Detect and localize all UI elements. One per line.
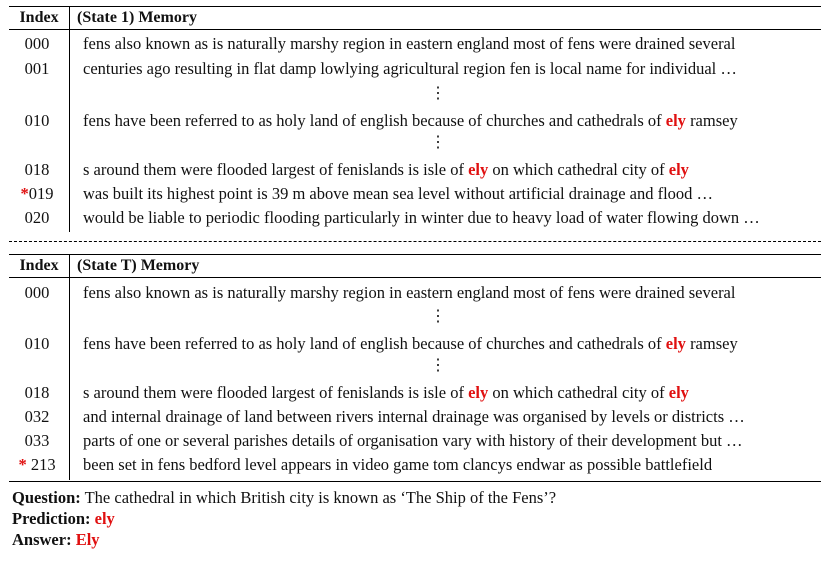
text-segment: centuries ago resulting in flat damp lowlying agricultural region fen is local name for individual … [83,59,737,78]
row-index-number: 213 [30,455,56,474]
table-row [0,333,830,355]
text-segment: on which cathedral city of [488,383,669,402]
question-text: The cathedral in which British city is known as ‘The Ship of the Fens’? [80,488,557,507]
row-memory-text [83,454,712,476]
row-index [12,430,62,452]
table-row [0,33,830,55]
answer-label: Answer: [12,530,72,549]
text-segment: parts of one or several parishes details of organisation vary with history of their development but … [83,431,743,450]
table-row [0,207,830,229]
row-index-number: 000 [24,34,50,53]
highlighted-keyword: ely [665,111,686,130]
state-separator [9,241,821,242]
row-index-number: 018 [24,383,50,402]
table-row [0,430,830,452]
row-memory-text [83,58,737,80]
table1-header-rule [9,29,821,30]
text-segment: on which cathedral city of [488,160,669,179]
row-index-number: 000 [24,283,50,302]
row-index-number: 020 [24,208,50,227]
text-segment: fens also known as is naturally marshy region in eastern england most of fens were drained several [83,283,736,302]
question-line [12,488,556,508]
text-segment: fens also known as is naturally marshy region in eastern england most of fens were drained several [83,34,736,53]
row-memory-text [83,382,689,404]
row-memory-text [83,110,738,132]
table2-header-rule [9,277,821,278]
table-row [0,58,830,80]
row-index [12,333,62,355]
row-index-number: 018 [24,160,50,179]
text-segment: s around them were flooded largest of fenislands is isle of [83,383,469,402]
row-memory-text [83,183,713,205]
row-memory-text [83,333,738,355]
table1-memory-header: (State 1) Memory [77,9,197,26]
row-index [12,33,62,55]
highlighted-keyword: ely [665,334,686,353]
row-index-number: 001 [24,59,50,78]
row-index-number: 032 [24,407,50,426]
row-memory-text [83,406,745,428]
text-segment: would be liable to periodic flooding particularly in winter due to heavy load of water flowing down … [83,208,760,227]
prediction-label: Prediction: [12,509,91,528]
table-row [0,454,830,476]
relevance-marker: * [18,455,31,474]
row-index-number: 019 [28,184,54,203]
text-segment: ramsey [685,111,738,130]
row-index [12,207,62,229]
text-segment: ramsey [685,334,738,353]
table2-memory-header: (State T) Memory [77,257,200,274]
row-index-number: 010 [24,111,50,130]
table2-index-header: Index [19,257,59,274]
row-memory-text [83,207,760,229]
highlighted-keyword: ely [468,160,489,179]
table-row [0,159,830,181]
highlighted-keyword: ely [668,383,689,402]
highlighted-keyword: ely [668,160,689,179]
table1-top-rule [9,6,821,7]
table-row [0,110,830,132]
row-memory-text [83,159,689,181]
row-index [12,454,62,476]
highlighted-keyword: ely [468,383,489,402]
row-memory-text [83,33,735,55]
row-index-number: 010 [24,334,50,353]
table-row [0,406,830,428]
row-memory-text [83,282,735,304]
table1-ellipsis-2: ⋮ [430,134,446,151]
row-index [12,282,62,304]
row-index [12,58,62,80]
table1-index-header: Index [19,9,59,26]
table-row [0,282,830,304]
row-index-number: 033 [24,431,50,450]
table-row [0,183,830,205]
table2-top-rule [9,254,821,255]
text-segment: been set in fens bedford level appears in video game tom clancys endwar as possible battlefield [83,455,713,474]
table2-ellipsis-2: ⋮ [430,357,446,374]
text-segment: fens have been referred to as holy land of english because of churches and cathedrals of [83,334,666,353]
text-segment: s around them were flooded largest of fenislands is isle of [83,160,469,179]
table1-ellipsis-1: ⋮ [430,85,446,102]
relevance-marker: * [20,184,29,203]
prediction-value: ely [94,509,115,528]
table2-bottom-rule [9,481,821,482]
row-index [12,110,62,132]
row-index [12,183,62,205]
row-index [12,159,62,181]
question-label: Question: [12,488,81,507]
answer-value: Ely [75,530,100,549]
text-segment: fens have been referred to as holy land of english because of churches and cathedrals of [83,111,666,130]
answer-line [12,530,100,550]
row-memory-text [83,430,743,452]
row-index [12,406,62,428]
text-segment: and internal drainage of land between rivers internal drainage was organised by levels or districts … [83,407,745,426]
table-row [0,382,830,404]
text-segment: was built its highest point is 39 m above mean sea level without artificial drainage and flood … [83,184,714,203]
row-index [12,382,62,404]
table2-ellipsis-1: ⋮ [430,308,446,325]
prediction-line [12,509,115,529]
